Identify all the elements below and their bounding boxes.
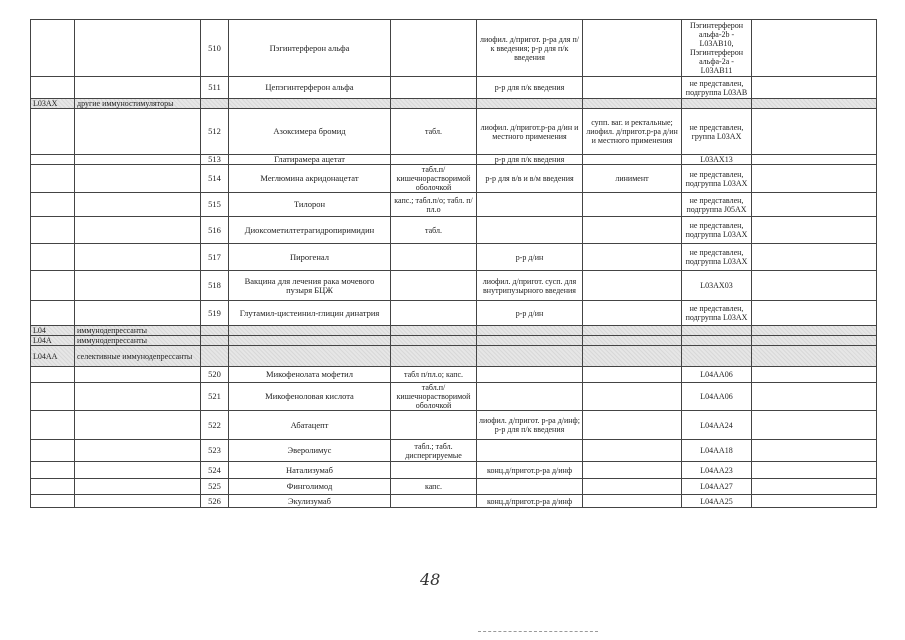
dosage-form-injection (477, 193, 583, 217)
empty-cell (682, 346, 752, 367)
empty-cell (477, 346, 583, 367)
empty-cell (583, 346, 682, 367)
drug-name: Тилорон (229, 193, 391, 217)
empty-cell (752, 217, 877, 244)
code-cell (31, 411, 75, 440)
dosage-form-other (583, 244, 682, 271)
atc-note: L04AA24 (682, 411, 752, 440)
table-row (31, 271, 877, 301)
dosage-form-oral: табл. (391, 217, 477, 244)
table-row (31, 411, 877, 440)
drug-name: Меглюмина акридонацетат (229, 165, 391, 193)
group-cell (75, 440, 201, 462)
empty-cell (752, 411, 877, 440)
code-cell (31, 193, 75, 217)
atc-note: L03AX03 (682, 271, 752, 301)
empty-cell (229, 346, 391, 367)
dosage-form-injection: р-р для п/к введения (477, 155, 583, 165)
empty-cell (682, 326, 752, 336)
drug-name: Пирогенал (229, 244, 391, 271)
empty-cell (583, 99, 682, 109)
code-cell (31, 479, 75, 495)
group-row (31, 336, 877, 346)
empty-cell (201, 346, 229, 367)
empty-cell (752, 244, 877, 271)
dosage-form-other (583, 383, 682, 411)
dosage-form-oral (391, 20, 477, 77)
drug-name: Натализумаб (229, 462, 391, 479)
group-cell (75, 383, 201, 411)
empty-cell (752, 367, 877, 383)
group-cell (75, 155, 201, 165)
row-number: 525 (201, 479, 229, 495)
dosage-form-injection: конц.д/пригот.р-ра д/инф (477, 462, 583, 479)
empty-cell (752, 165, 877, 193)
row-number: 517 (201, 244, 229, 271)
group-row (31, 99, 877, 109)
empty-cell (752, 462, 877, 479)
dosage-form-other (583, 20, 682, 77)
dosage-form-oral (391, 244, 477, 271)
row-number: 523 (201, 440, 229, 462)
group-cell (75, 244, 201, 271)
document-table (30, 19, 877, 508)
dosage-form-injection: р-р для в/в и в/м введения (477, 165, 583, 193)
code-cell (31, 462, 75, 479)
dosage-form-other (583, 155, 682, 165)
atc-note: L04AA25 (682, 495, 752, 508)
code-cell (31, 495, 75, 508)
group-cell (75, 479, 201, 495)
dosage-form-other (583, 193, 682, 217)
row-number: 521 (201, 383, 229, 411)
group-cell (75, 367, 201, 383)
row-number: 526 (201, 495, 229, 508)
dosage-form-injection (477, 383, 583, 411)
atc-note: L04AA18 (682, 440, 752, 462)
group-label: селективные иммунодепрессанты (75, 346, 201, 367)
group-cell (75, 271, 201, 301)
drug-name: Глутамил-цистеинил-глицин динатрия (229, 301, 391, 326)
group-code: L03AX (31, 99, 75, 109)
dosage-form-other (583, 440, 682, 462)
atc-note: L04AA23 (682, 462, 752, 479)
table-row (31, 217, 877, 244)
table-row (31, 155, 877, 165)
table-row (31, 462, 877, 479)
group-cell (75, 462, 201, 479)
scan-artifact-line (478, 631, 598, 635)
code-cell (31, 155, 75, 165)
drug-name: Микофенолата мофетил (229, 367, 391, 383)
atc-note: не представлен, подгруппа L03AX (682, 165, 752, 193)
empty-cell (201, 336, 229, 346)
table-body (31, 20, 877, 508)
group-cell (75, 193, 201, 217)
dosage-form-injection (477, 479, 583, 495)
table-row (31, 244, 877, 271)
dosage-form-oral: табл.; табл. диспергируемые (391, 440, 477, 462)
group-label: иммунодепрессанты (75, 326, 201, 336)
empty-cell (477, 326, 583, 336)
row-number: 511 (201, 77, 229, 99)
group-cell (75, 165, 201, 193)
dosage-form-injection: р-р д/ин (477, 301, 583, 326)
code-cell (31, 20, 75, 77)
group-cell (75, 217, 201, 244)
empty-cell (752, 301, 877, 326)
group-cell (75, 411, 201, 440)
dosage-form-oral: капс.; табл.п/о; табл. п/пл.о (391, 193, 477, 217)
drug-name: Глатирамера ацетат (229, 155, 391, 165)
drug-name: Диоксометилтетрагидропиримидин (229, 217, 391, 244)
atc-note: не представлен, подгруппа L03AX (682, 244, 752, 271)
row-number: 513 (201, 155, 229, 165)
dosage-form-injection (477, 367, 583, 383)
row-number: 522 (201, 411, 229, 440)
group-label: иммунодепрессанты (75, 336, 201, 346)
empty-cell (752, 109, 877, 155)
code-cell (31, 217, 75, 244)
atc-note: L04AA06 (682, 383, 752, 411)
code-cell (31, 440, 75, 462)
dosage-form-other (583, 411, 682, 440)
dosage-form-injection (477, 217, 583, 244)
empty-cell (477, 99, 583, 109)
group-code: L04AA (31, 346, 75, 367)
empty-cell (752, 383, 877, 411)
drug-name: Вакцина для лечения рака мочевого пузыря БЦЖ (229, 271, 391, 301)
code-cell (31, 244, 75, 271)
atc-note: не представлен, подгруппа L03AX (682, 217, 752, 244)
row-number: 516 (201, 217, 229, 244)
dosage-form-injection: р-р д/ин (477, 244, 583, 271)
atc-note: L04AA27 (682, 479, 752, 495)
empty-cell (752, 99, 877, 109)
table-row (31, 165, 877, 193)
code-cell (31, 367, 75, 383)
empty-cell (229, 326, 391, 336)
dosage-form-oral: табл.п/кишечнорастворимой оболочкой (391, 165, 477, 193)
atc-note: L03AX13 (682, 155, 752, 165)
dosage-form-other (583, 77, 682, 99)
dosage-form-oral: табл.п/кишечнорастворимой оболочкой (391, 383, 477, 411)
empty-cell (752, 440, 877, 462)
dosage-form-oral: табл. (391, 109, 477, 155)
row-number: 515 (201, 193, 229, 217)
table-row (31, 495, 877, 508)
dosage-form-oral (391, 271, 477, 301)
empty-cell (391, 99, 477, 109)
empty-cell (229, 99, 391, 109)
dosage-form-injection: конц.д/пригот.р-ра д/инф (477, 495, 583, 508)
dosage-form-injection: лиофил. д/пригот. сусп. для внутрипузырного введения (477, 271, 583, 301)
empty-cell (752, 193, 877, 217)
dosage-form-other (583, 495, 682, 508)
group-code: L04 (31, 326, 75, 336)
drug-name: Пэгинтерферон альфа (229, 20, 391, 77)
dosage-form-injection (477, 440, 583, 462)
row-number: 524 (201, 462, 229, 479)
dosage-form-oral (391, 77, 477, 99)
dosage-form-oral: капс. (391, 479, 477, 495)
atc-note: не представлен, подгруппа J05AX (682, 193, 752, 217)
empty-cell (682, 99, 752, 109)
row-number: 512 (201, 109, 229, 155)
empty-cell (477, 336, 583, 346)
dosage-form-other (583, 462, 682, 479)
empty-cell (583, 336, 682, 346)
group-cell (75, 495, 201, 508)
code-cell (31, 383, 75, 411)
table-row (31, 440, 877, 462)
table-row (31, 193, 877, 217)
code-cell (31, 109, 75, 155)
dosage-form-oral (391, 155, 477, 165)
drug-name: Финголимод (229, 479, 391, 495)
dosage-form-other: супп. ваг. и ректальные; лиофил. д/пригот.р-ра д/ин и местного применения (583, 109, 682, 155)
row-number: 514 (201, 165, 229, 193)
group-label: другие иммуностимуляторы (75, 99, 201, 109)
empty-cell (752, 326, 877, 336)
group-cell (75, 77, 201, 99)
drug-name: Эверолимус (229, 440, 391, 462)
empty-cell (201, 326, 229, 336)
atc-note: не представлен, подгруппа L03AB (682, 77, 752, 99)
code-cell (31, 77, 75, 99)
empty-cell (752, 336, 877, 346)
drug-name: Цепэгинтерферон альфа (229, 77, 391, 99)
table-row (31, 77, 877, 99)
dosage-form-other (583, 217, 682, 244)
empty-cell (752, 155, 877, 165)
empty-cell (752, 346, 877, 367)
code-cell (31, 165, 75, 193)
dosage-form-other (583, 271, 682, 301)
empty-cell (201, 99, 229, 109)
dosage-form-other (583, 479, 682, 495)
drug-name: Абатацепт (229, 411, 391, 440)
dosage-form-oral (391, 495, 477, 508)
dosage-form-injection: лиофил. д/пригот. р-ра для п/к введения; р-р для п/к введения (477, 20, 583, 77)
table-row (31, 383, 877, 411)
empty-cell (583, 326, 682, 336)
empty-cell (229, 336, 391, 346)
group-cell (75, 301, 201, 326)
empty-cell (391, 326, 477, 336)
table-row (31, 301, 877, 326)
empty-cell (752, 479, 877, 495)
row-number: 519 (201, 301, 229, 326)
dosage-form-other: линимент (583, 165, 682, 193)
dosage-form-oral (391, 301, 477, 326)
dosage-form-oral (391, 462, 477, 479)
group-row (31, 346, 877, 367)
group-cell (75, 20, 201, 77)
atc-note: L04AA06 (682, 367, 752, 383)
empty-cell (682, 336, 752, 346)
dosage-form-other (583, 301, 682, 326)
dosage-form-injection: лиофил. д/пригот.р-ра д/ин и местного применения (477, 109, 583, 155)
group-code: L04A (31, 336, 75, 346)
atc-note: Пэгинтерферон альфа-2b - L03AB10, Пэгинтерферон альфа-2а - L03AB11 (682, 20, 752, 77)
dosage-form-injection: лиофил. д/пригот. р-ра д/инф; р-р для п/к введения (477, 411, 583, 440)
drug-name: Микофеноловая кислота (229, 383, 391, 411)
empty-cell (752, 20, 877, 77)
group-cell (75, 109, 201, 155)
atc-note: не представлен, группа L03AX (682, 109, 752, 155)
code-cell (31, 271, 75, 301)
row-number: 518 (201, 271, 229, 301)
drug-name: Экулизумаб (229, 495, 391, 508)
table-row (31, 479, 877, 495)
table-row (31, 20, 877, 77)
empty-cell (391, 346, 477, 367)
code-cell (31, 301, 75, 326)
table-row (31, 367, 877, 383)
drug-name: Азоксимера бромид (229, 109, 391, 155)
page-number: 48 (420, 570, 441, 589)
empty-cell (752, 495, 877, 508)
row-number: 520 (201, 367, 229, 383)
dosage-form-other (583, 367, 682, 383)
dosage-form-injection: р-р для п/к введения (477, 77, 583, 99)
atc-note: не представлен, подгруппа L03AX (682, 301, 752, 326)
table-row (31, 109, 877, 155)
empty-cell (752, 77, 877, 99)
group-row (31, 326, 877, 336)
empty-cell (752, 271, 877, 301)
dosage-form-oral: табл п/пл.о; капс. (391, 367, 477, 383)
empty-cell (391, 336, 477, 346)
dosage-form-oral (391, 411, 477, 440)
row-number: 510 (201, 20, 229, 77)
